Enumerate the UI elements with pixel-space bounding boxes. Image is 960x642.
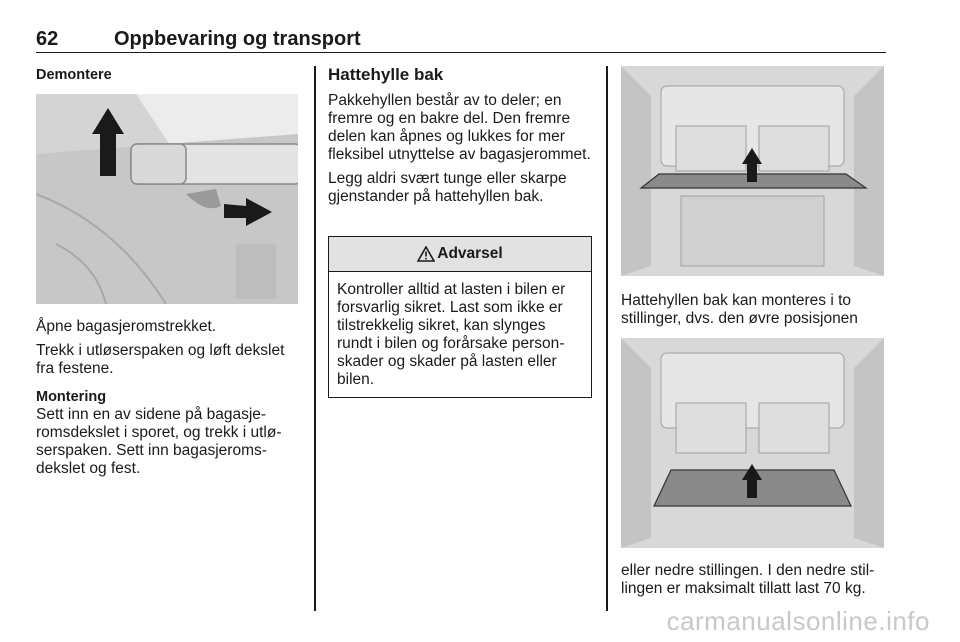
install-text: Sett inn en av sidene på bagasjeromsdekslet i sporet, og trekk i utløserspaken. Sett inn bagasjeromsdekslet og fest. <box>36 406 282 477</box>
remove-step-2: Trekk i utløserspaken og løft dekslet fra festene. <box>36 342 285 377</box>
parcel-shelf-upper-illustration <box>621 66 884 276</box>
warning-box <box>328 236 592 398</box>
page-header <box>36 28 886 53</box>
column-divider-2 <box>606 66 608 611</box>
section-heading-install: Montering <box>36 389 107 405</box>
left-column <box>36 66 301 84</box>
warning-triangle-icon <box>417 246 435 262</box>
remove-step-1: Åpne bagasjeromstrekket. <box>36 318 217 335</box>
section-heading-remove: Demontere <box>36 67 112 83</box>
caption-upper-position: Hattehyllen bak kan monteres i to stillinger, dvs. den øvre posisjonen <box>621 292 858 327</box>
page-title: Oppbevaring og transport <box>114 28 361 50</box>
right-caption-1 <box>621 292 891 334</box>
caption-lower-position: eller nedre stillingen. I den nedre stillingen er maksimalt tillatt last 70 kg. <box>621 562 875 597</box>
warning-header <box>329 237 591 272</box>
cover-release-illustration <box>36 94 298 304</box>
cover-release-drawing <box>36 94 298 304</box>
page-number: 62 <box>36 28 59 50</box>
warning-text: Kontroller alltid at lasten i bilen er forsvarlig sikret. Last som ikke er tilstrekkelig sikret, kan slynges rundt i bilen og forårsake personskader og skader på lasten eller bilen. <box>337 281 566 388</box>
section-heading-parcel-shelf: Hattehylle bak <box>328 65 444 84</box>
parcel-shelf-lower-illustration <box>621 338 884 548</box>
left-text-block <box>36 318 301 484</box>
column-divider-1 <box>314 66 316 611</box>
watermark: carmanualsonline.info <box>666 606 930 636</box>
parcel-shelf-lower-drawing <box>621 338 884 548</box>
right-caption-2 <box>621 562 891 604</box>
middle-column <box>328 66 593 212</box>
warning-title: Advarsel <box>437 245 503 262</box>
parcel-shelf-description: Pakkehyllen består av to deler; en fremre og en bakre del. Den fremre delen kan åpnes og lukkes for mer fleksibel utnyttelse av bagasjerommet. <box>328 92 591 163</box>
parcel-shelf-caution: Legg aldri svært tunge eller skarpe gjenstander på hattehyllen bak. <box>328 170 567 205</box>
parcel-shelf-upper-drawing <box>621 66 884 276</box>
